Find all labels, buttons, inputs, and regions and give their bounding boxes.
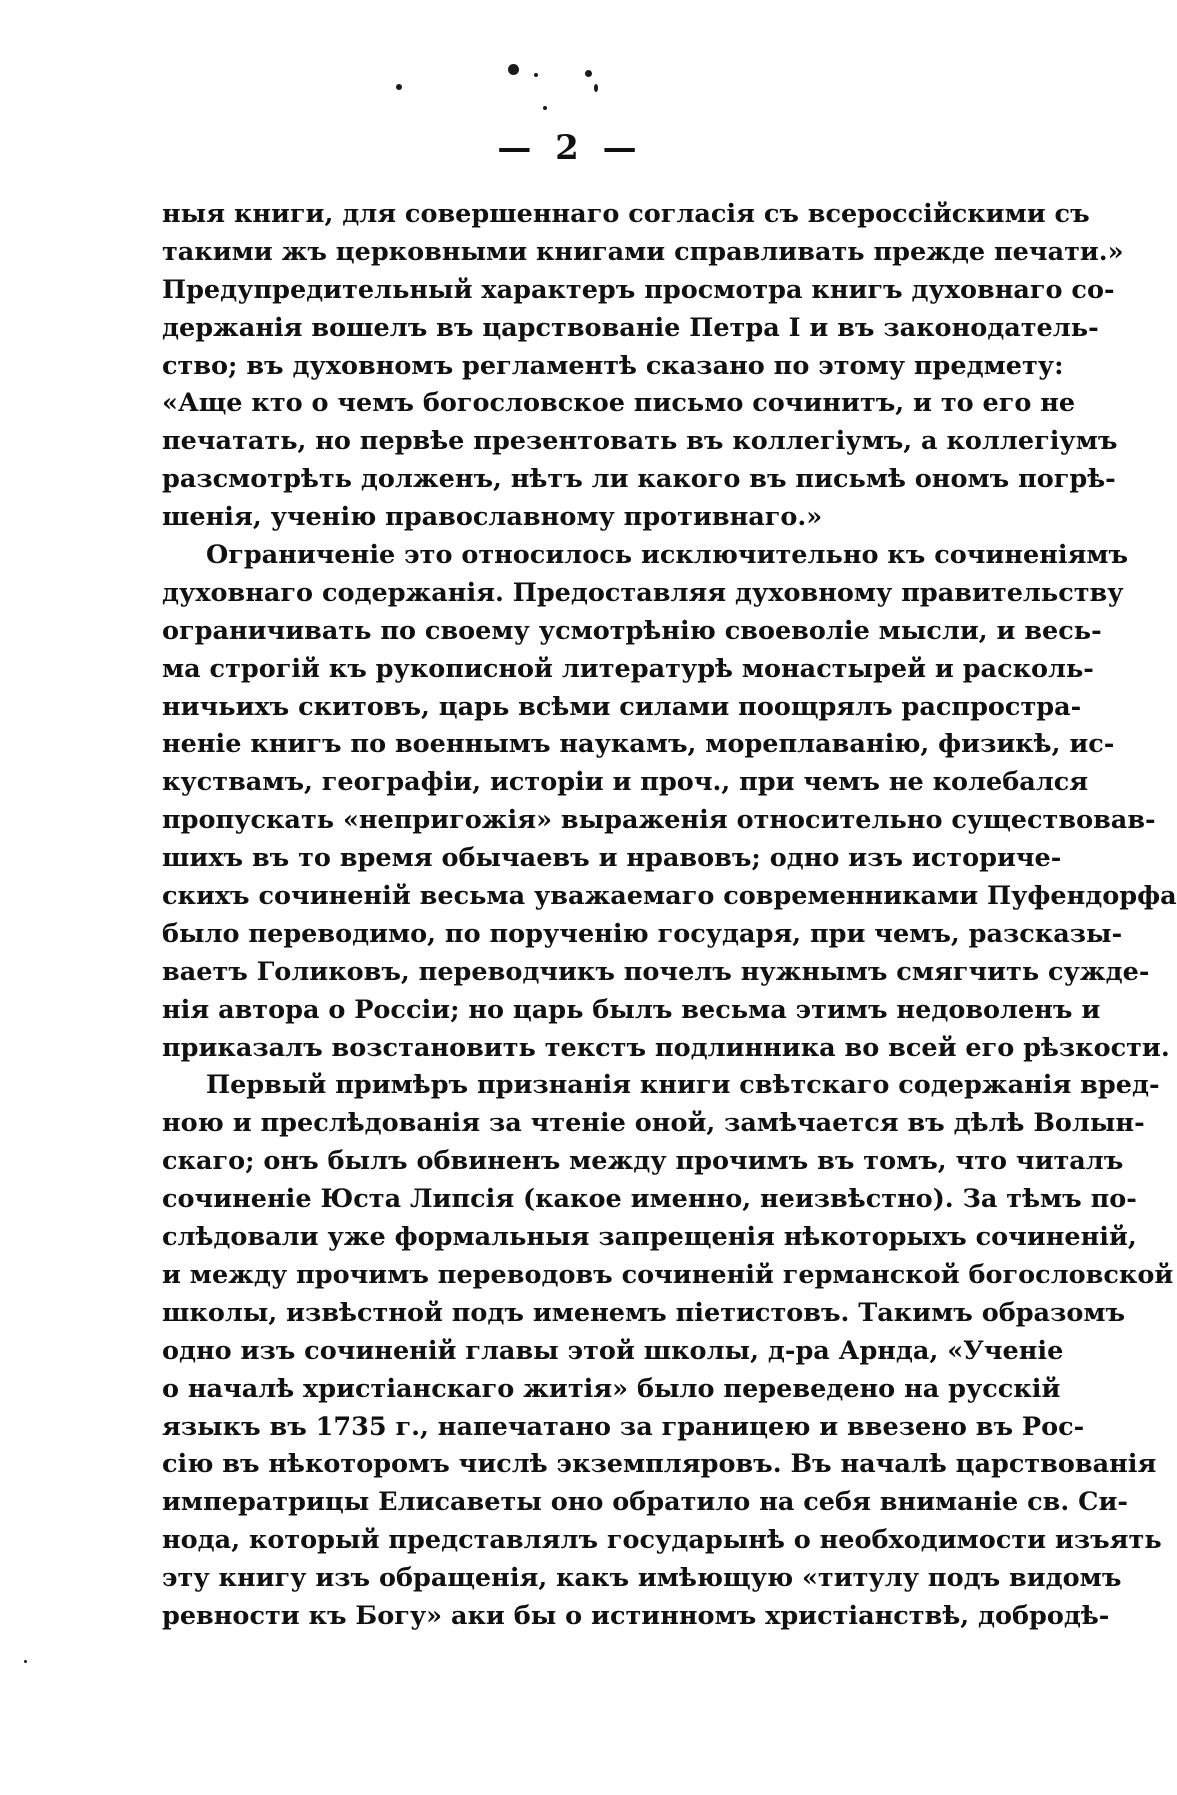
text-line: ничьихъ скитовъ, царь всѣми силами поощрялъ распростра-: [162, 691, 1082, 722]
ink-speck: [24, 1660, 27, 1663]
text-line: императрицы Елисаветы оно обратило на себя вниманіе св. Си-: [162, 1487, 1128, 1518]
ink-speck: [585, 70, 592, 77]
text-line: Ограниченіе это относилось исключительно къ сочиненіямъ: [206, 540, 1129, 571]
text-line: шихъ въ то время обычаевъ и нравовъ; одно изъ историче-: [162, 843, 1062, 874]
text-line: ныя книги, для совершеннаго согласія съ всероссійскими съ: [162, 199, 1090, 229]
ink-speck: [543, 106, 547, 110]
text-line: приказалъ возстановить текстъ подлинника во всей его рѣзкости.: [162, 1032, 1170, 1063]
text-line: языкъ въ 1735 г., напечатано за границею и ввезено въ Рос-: [162, 1411, 1085, 1442]
body-text: [162, 196, 1177, 1636]
ink-speck: [508, 64, 519, 75]
text-line: ваетъ Голиковъ, переводчикъ почелъ нужнымъ смягчить сужде-: [162, 956, 1150, 987]
text-line: разсмотрѣть долженъ, нѣтъ ли какого въ письмѣ ономъ погрѣ-: [162, 464, 1116, 495]
text-line: скаго; онъ былъ обвиненъ между прочимъ въ томъ, что читалъ: [162, 1146, 1124, 1177]
text-line: школы, извѣстной подъ именемъ піетистовъ. Такимъ образомъ: [162, 1297, 1126, 1328]
text-line: о началѣ христіанскаго житія» было переведено на русскій: [162, 1373, 1061, 1404]
paragraph: [162, 196, 1124, 537]
text-line: нія автора о Россіи; но царь былъ весьма этимъ недоволенъ и: [162, 994, 1101, 1025]
ink-speck: [594, 84, 598, 92]
text-line: сію въ нѣкоторомъ числѣ экземпляровъ. Въ началѣ царствованія: [162, 1449, 1157, 1480]
text-line: Первый примѣръ признанія книги свѣтскаго содержанія вред-: [206, 1070, 1160, 1101]
text-line: шенія, ученію православному противнаго.»: [162, 502, 823, 533]
ink-speck: [534, 73, 538, 77]
paragraph: [162, 1067, 1174, 1635]
text-line: сочиненіе Юста Липсія (какое именно, неизвѣстно). За тѣмъ по-: [162, 1184, 1137, 1215]
text-line: ревности къ Богу» аки бы о истинномъ христіанствѣ, добродѣ-: [162, 1600, 1110, 1631]
text-line: было переводимо, по порученію государя, при чемъ, разсказы-: [162, 918, 1123, 949]
text-line: эту книгу изъ обращенія, какъ имѣющую «титулу подъ видомъ: [162, 1563, 1122, 1594]
text-line: Предупредительный характеръ просмотра книгъ духовнаго со-: [162, 274, 1115, 305]
text-line: ма строгій къ рукописной литературѣ монастырей и расколь-: [162, 653, 1094, 684]
text-line: одно изъ сочиненій главы этой школы, д-ра Арнда, «Ученіе: [162, 1335, 1064, 1366]
text-line: «Аще кто о чемъ богословское письмо сочинитъ, и то его не: [162, 388, 1076, 419]
text-line: духовнаго содержанія. Предоставляя духовному правительству: [162, 577, 1124, 608]
ink-speck: [396, 84, 402, 90]
page-number: — 2 —: [497, 128, 643, 168]
text-line: печатать, но первѣе презентовать въ коллегіумъ, а коллегіумъ: [162, 426, 1118, 457]
text-line: ство; въ духовномъ регламентѣ сказано по этому предмету:: [162, 350, 1064, 381]
text-line: такими жъ церковными книгами справливать прежде печати.»: [162, 236, 1124, 267]
text-line: куствамъ, географіи, исторіи и проч., при чемъ не колебался: [162, 767, 1089, 798]
text-line: скихъ сочиненій весьма уважаемаго современниками Пуфендорфа: [162, 881, 1177, 912]
text-line: ограничивать по своему усмотрѣнію своеволіе мысли, и весь-: [162, 615, 1102, 646]
text-line: держанія вошелъ въ царствованіе Петра I и въ законодатель-: [162, 312, 1099, 343]
paragraph: [162, 537, 1177, 1067]
text-line: пропускать «непригожія» выраженія относительно существовав-: [162, 805, 1156, 836]
text-line: неніе книгъ по военнымъ наукамъ, мореплаванію, физикѣ, ис-: [162, 729, 1115, 760]
text-line: и между прочимъ переводовъ сочиненій германской богословской: [162, 1259, 1174, 1290]
text-line: нода, который представлялъ государынѣ о необходимости изъять: [162, 1525, 1162, 1556]
text-line: ною и преслѣдованія за чтеніе оной, замѣчается въ дѣлѣ Волын-: [162, 1108, 1145, 1139]
text-line: слѣдовали уже формальныя запрещенія нѣкоторыхъ сочиненій,: [162, 1222, 1137, 1253]
